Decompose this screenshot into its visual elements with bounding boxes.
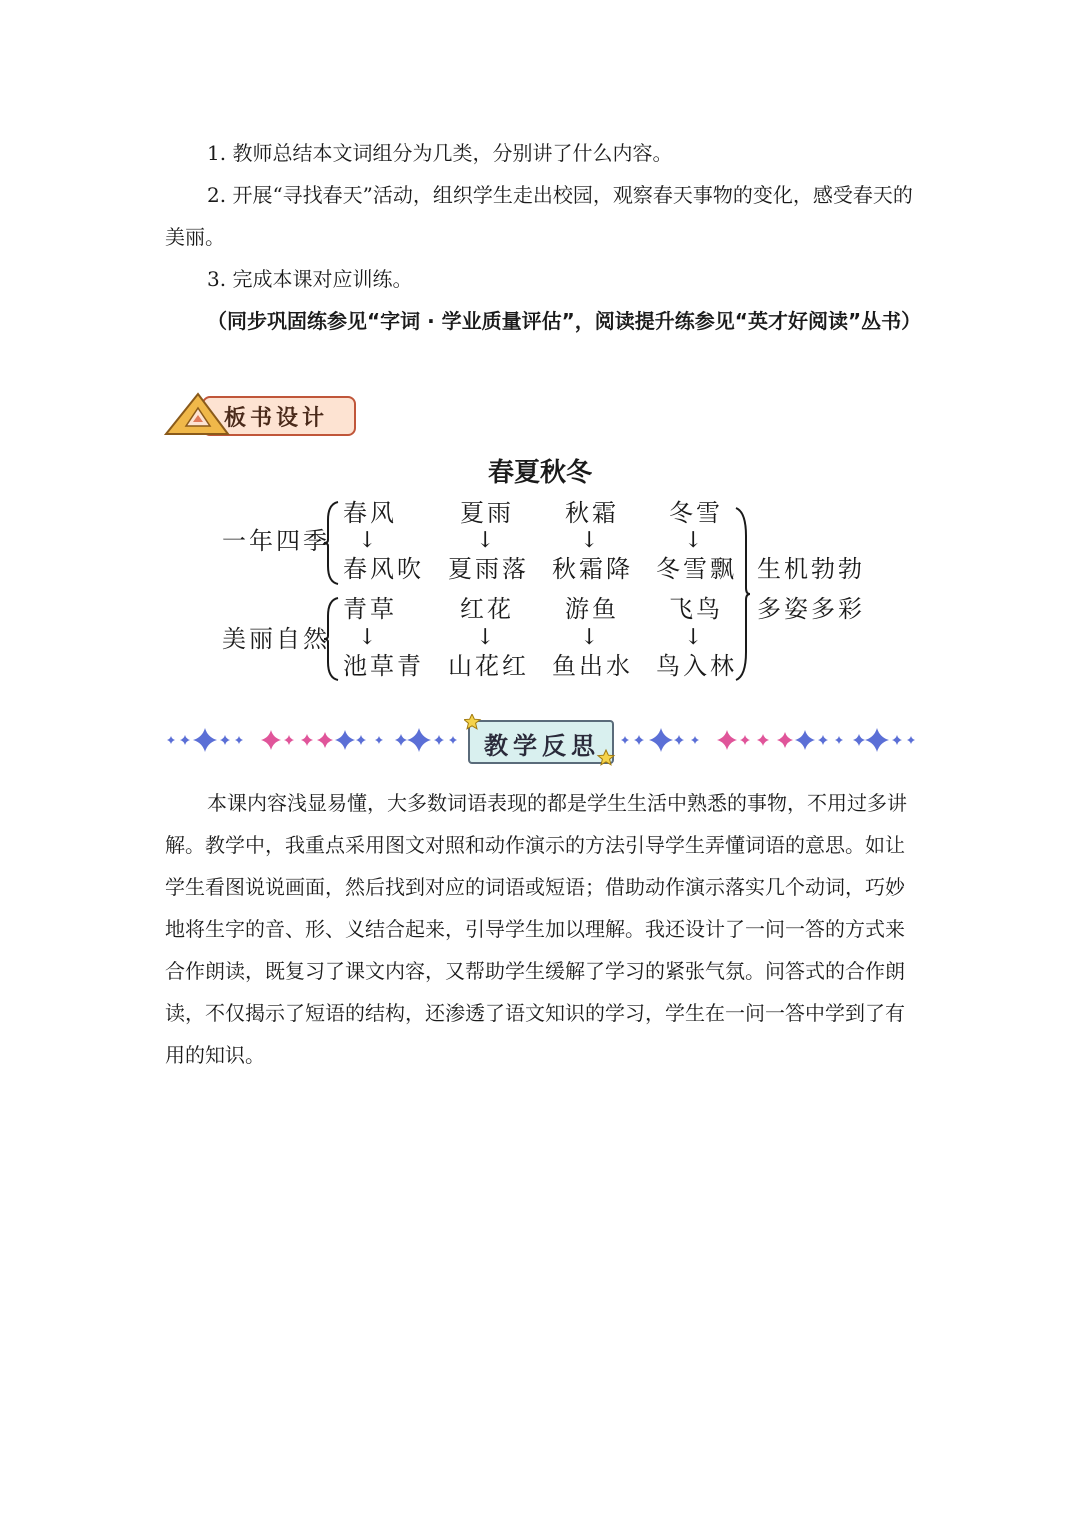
section-banner-reflection [464, 714, 616, 766]
sparkle-icon [777, 732, 793, 748]
g1-bottom-1: 春风吹 [343, 555, 424, 583]
g2-bottom-4: 鸟入林 [656, 652, 737, 680]
group1-label: 一年四季 [222, 527, 330, 555]
sparkle-icon [649, 728, 673, 752]
g1-bottom-4: 冬雪飘 [656, 555, 737, 583]
arrow-down-icon: ↓ [476, 528, 495, 553]
step-2: 2. 开展“寻找春天”活动，组织学生走出校园，观察春天事物的变化，感受春天的美丽。 [165, 183, 913, 249]
g1-bottom-3: 秋霜降 [552, 555, 633, 583]
group2-label: 美丽自然 [222, 625, 330, 653]
sparkle-icon [740, 735, 750, 745]
summary-1: 生机勃勃 [757, 555, 865, 583]
g2-bottom-2: 山花红 [448, 652, 529, 680]
sparkle-icon [356, 735, 366, 745]
arrow-down-icon: ↓ [358, 528, 377, 553]
left-brace-2 [322, 596, 340, 682]
summary-2: 多姿多彩 [757, 595, 865, 623]
step-1: 1. 教师总结本文词组分为几类，分别讲了什么内容。 [207, 141, 673, 165]
right-brace [734, 506, 752, 682]
sparkle-icon [235, 736, 243, 744]
g1-top-2: 夏雨 [460, 499, 514, 527]
section-reflection-label: 教学反思 [484, 732, 600, 760]
sparkle-icon [892, 735, 902, 745]
sparkle-icon [691, 736, 699, 744]
g2-top-2: 红花 [460, 595, 514, 623]
g2-bottom-3: 鱼出水 [552, 652, 633, 680]
sparkle-icon [395, 734, 407, 746]
sparkle-icon [180, 735, 190, 745]
reflection-paragraph: 本课内容浅显易懂，大多数词语表现的都是学生生活中熟悉的事物，不用过多讲解。教学中，我重点采用图文对照和动作演示的方法引导学生弄懂词语的意思。如让学生看图说说画面，然后找到对应的词语或短语；借助动作演示落实几个动词，巧妙地将生字的音、形、义结合起来，引导学生加以理解。我还设计了一问一答的方式来合作朗读，既复习了课文内容，又帮助学生缓解了学习的紧张气氛。问答式的合作朗读，不仅揭示了短语的结构，还渗透了语文知识的学习，学生在一问一答中学到了有用的知识。 [165, 791, 907, 1067]
sparkle-icon [301, 734, 313, 746]
arrow-down-icon: ↓ [684, 528, 703, 553]
sparkle-icon [261, 730, 281, 750]
g2-bottom-1: 池草青 [343, 652, 424, 680]
g1-top-4: 冬雪 [669, 499, 723, 527]
sparkle-icon [407, 728, 431, 752]
arrow-down-icon: ↓ [580, 528, 599, 553]
g2-top-1: 青草 [343, 595, 397, 623]
sparkle-icon [865, 728, 889, 752]
arrow-down-icon: ↓ [580, 625, 599, 650]
section-banner-board-design [162, 392, 354, 438]
sparkle-icon [167, 736, 175, 744]
board-title: 春夏秋冬 [487, 458, 592, 488]
sparkle-icon [335, 730, 355, 750]
sparkle-icon [375, 736, 383, 744]
sparkle-icon [757, 734, 769, 746]
sparkle-icon [621, 736, 629, 744]
g2-top-3: 游鱼 [565, 595, 619, 623]
sparkle-icon [434, 735, 444, 745]
sparkle-icon [449, 736, 457, 744]
sparkle-icon [284, 735, 294, 745]
sparkle-icon [193, 728, 217, 752]
practice-note: （同步巩固练参见“字词 · 学业质量评估”，阅读提升练参见“英才好阅读”丛书） [207, 309, 922, 333]
section-board-label: 板书设计 [224, 406, 329, 431]
arrow-down-icon: ↓ [358, 625, 377, 650]
sparkle-icon [220, 735, 230, 745]
sparkle-icon [853, 734, 865, 746]
arrow-down-icon: ↓ [476, 625, 495, 650]
g1-top-3: 秋霜 [565, 499, 619, 527]
sparkle-icon [634, 735, 644, 745]
g1-bottom-2: 夏雨落 [448, 555, 529, 583]
step-3: 3. 完成本课对应训练。 [207, 267, 413, 291]
sparkle-icon [674, 735, 684, 745]
triangle-ruler-icon [162, 392, 232, 438]
g2-top-4: 飞鸟 [669, 595, 723, 623]
sparkle-icon [818, 735, 828, 745]
sparkle-icon [795, 730, 815, 750]
g1-top-1: 春风 [343, 499, 397, 527]
sparkle-icon [835, 736, 843, 744]
sparkle-icon [907, 736, 915, 744]
sparkle-icon [317, 732, 333, 748]
sparkle-icon [717, 730, 737, 750]
arrow-down-icon: ↓ [684, 625, 703, 650]
left-brace-1 [322, 500, 340, 586]
